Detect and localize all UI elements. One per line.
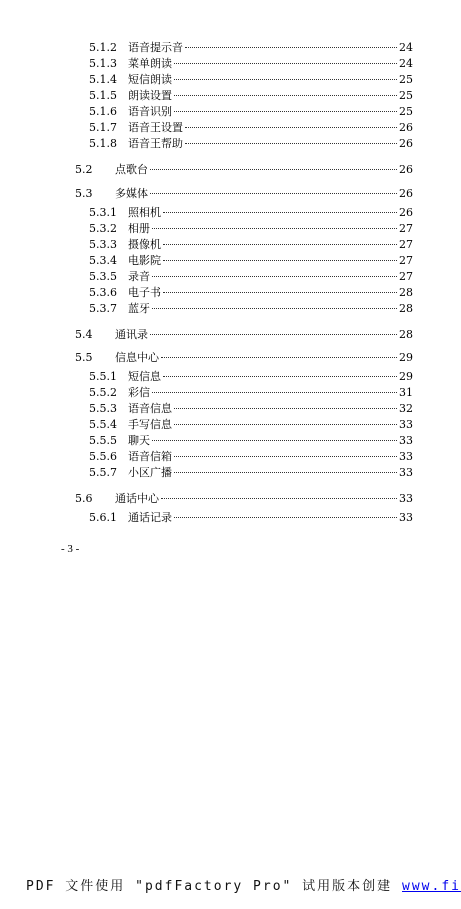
toc-entry-number: 5.3 [75,187,93,200]
toc-entry-number: 5.5.7 [89,466,117,479]
toc-entry[interactable] [89,269,413,285]
toc-dot-leader [150,334,397,335]
toc-entry-title: 电影院 [128,254,161,267]
toc-entry-number: 5.6.1 [89,511,117,524]
toc-entry[interactable] [75,162,413,178]
toc-entry[interactable] [89,88,413,104]
toc-entry-page: 26 [399,187,413,200]
toc-entry-title: 信息中心 [115,351,159,364]
toc-dot-leader [152,228,397,229]
toc-entry-title: 点歌台 [115,163,148,176]
toc-entry-title: 蓝牙 [128,302,150,315]
toc-entry-title: 小区广播 [128,466,172,479]
toc-dot-leader [185,127,397,128]
toc-entry[interactable] [89,136,413,152]
toc-dot-leader [174,517,397,518]
toc-entry-title: 多媒体 [115,187,148,200]
toc-dot-leader [174,95,397,96]
toc-entry[interactable] [75,327,413,343]
toc-entry-title: 照相机 [128,206,161,219]
toc-entry-title: 摄像机 [128,238,161,251]
toc-entry-number: 5.4 [75,328,93,341]
toc-entry-number: 5.1.3 [89,57,117,70]
toc-entry-number: 5.1.2 [89,41,117,54]
toc-entry-page: 25 [399,89,413,102]
toc-entry[interactable] [89,417,413,433]
toc-entry-page: 25 [399,105,413,118]
toc-entry[interactable] [89,385,413,401]
toc-entry[interactable] [89,221,413,237]
toc-dot-leader [163,292,397,293]
toc-entry-page: 29 [399,351,413,364]
toc-entry-number: 5.1.4 [89,73,117,86]
toc-entry[interactable] [89,205,413,221]
toc-entry-page: 33 [399,418,413,431]
toc-entry-number: 5.5.1 [89,370,117,383]
toc-dot-leader [174,79,397,80]
toc-entry-page: 27 [399,254,413,267]
toc-entry-number: 5.5 [75,351,93,364]
toc-entry-title: 手写信息 [128,418,172,431]
toc-entry-title: 语音信息 [128,402,172,415]
toc-entry-page: 33 [399,434,413,447]
toc-dot-leader [152,392,397,393]
toc-entry[interactable] [89,72,413,88]
toc-entry[interactable] [89,449,413,465]
toc-dot-leader [174,456,397,457]
toc-dot-leader [163,376,397,377]
toc-entry-title: 通讯录 [115,328,148,341]
toc-entry-title: 朗读设置 [128,89,172,102]
toc-dot-leader [163,212,397,213]
toc-entry-number: 5.5.4 [89,418,117,431]
toc-entry-page: 33 [399,450,413,463]
toc-entry-page: 26 [399,163,413,176]
toc-dot-leader [150,169,397,170]
toc-entry-title: 短信朗读 [128,73,172,86]
footer-text: PDF 文件使用 "pdfFactory Pro" 试用版本创建 [26,879,403,894]
toc-entry[interactable] [89,369,413,385]
toc-entry[interactable] [89,237,413,253]
toc-entry[interactable] [89,253,413,269]
toc-entry[interactable] [75,491,413,507]
toc-entry-page: 24 [399,57,413,70]
toc-entry-title: 聊天 [128,434,150,447]
toc-entry-page: 27 [399,222,413,235]
toc-entry-number: 5.3.6 [89,286,117,299]
toc-entry-title: 语音王设置 [128,121,183,134]
toc-dot-leader [152,276,397,277]
toc-entry-page: 26 [399,206,413,219]
toc-entry-number: 5.3.7 [89,302,117,315]
toc-entry-title: 语音识别 [128,105,172,118]
toc-entry[interactable] [89,104,413,120]
toc-entry-page: 26 [399,137,413,150]
toc-dot-leader [185,143,397,144]
toc-entry-number: 5.5.6 [89,450,117,463]
toc-entry-page: 26 [399,121,413,134]
toc-entry-number: 5.3.3 [89,238,117,251]
toc-dot-leader [174,63,397,64]
toc-entry[interactable] [89,465,413,481]
toc-entry[interactable] [89,510,413,526]
toc-entry[interactable] [75,350,413,366]
toc-entry-number: 5.5.5 [89,434,117,447]
toc-dot-leader [152,440,397,441]
toc-entry-title: 短信息 [128,370,161,383]
toc-entry-page: 32 [399,402,413,415]
toc-entry-page: 33 [399,511,413,524]
toc-entry-number: 5.3.2 [89,222,117,235]
toc-entry-number: 5.5.2 [89,386,117,399]
toc-entry-title: 通话中心 [115,492,159,505]
toc-dot-leader [174,472,397,473]
pdf-creator-footer [26,875,461,894]
toc-entry-number: 5.3.1 [89,206,117,219]
toc-entry-page: 29 [399,370,413,383]
footer-link[interactable]: www.fi [402,879,461,894]
toc-entry-page: 28 [399,286,413,299]
toc-entry-number: 5.1.6 [89,105,117,118]
toc-entry-page: 33 [399,466,413,479]
toc-entry-page: 24 [399,41,413,54]
toc-entry-number: 5.2 [75,163,93,176]
toc-entry-page: 27 [399,270,413,283]
toc-entry[interactable] [89,285,413,301]
toc-dot-leader [185,47,397,48]
toc-dot-leader [174,111,397,112]
page-number: - 3 - [61,543,80,555]
toc-entry[interactable] [89,56,413,72]
toc-entry-title: 语音信箱 [128,450,172,463]
toc-entry-page: 31 [399,386,413,399]
toc-entry-number: 5.1.7 [89,121,117,134]
toc-entry-number: 5.1.5 [89,89,117,102]
toc-entry[interactable] [89,120,413,136]
toc-dot-leader [161,357,397,358]
toc-entry-title: 通话记录 [128,511,172,524]
toc-dot-leader [163,244,397,245]
toc-entry-number: 5.5.3 [89,402,117,415]
toc-entry-number: 5.1.8 [89,137,117,150]
toc-dot-leader [161,498,397,499]
toc-entry-page: 25 [399,73,413,86]
toc-entry-number: 5.3.5 [89,270,117,283]
toc-entry-number: 5.6 [75,492,93,505]
toc-entry-number: 5.3.4 [89,254,117,267]
toc-entry-page: 28 [399,328,413,341]
toc-entry-page: 27 [399,238,413,251]
toc-entry[interactable] [89,301,413,317]
toc-entry-page: 28 [399,302,413,315]
toc-entry-page: 33 [399,492,413,505]
toc-entry[interactable] [75,186,413,202]
toc-entry[interactable] [89,401,413,417]
toc-dot-leader [174,424,397,425]
toc-entry-title: 菜单朗读 [128,57,172,70]
toc-entry[interactable] [89,40,413,56]
toc-entry-title: 彩信 [128,386,150,399]
toc-entry-title: 相册 [128,222,150,235]
toc-dot-leader [152,308,397,309]
toc-dot-leader [163,260,397,261]
toc-entry-title: 语音王帮助 [128,137,183,150]
toc-entry[interactable] [89,433,413,449]
toc-dot-leader [150,193,397,194]
toc-entry-title: 录音 [128,270,150,283]
toc-dot-leader [174,408,397,409]
toc-entry-title: 电子书 [128,286,161,299]
toc-entry-title: 语音提示音 [128,41,183,54]
